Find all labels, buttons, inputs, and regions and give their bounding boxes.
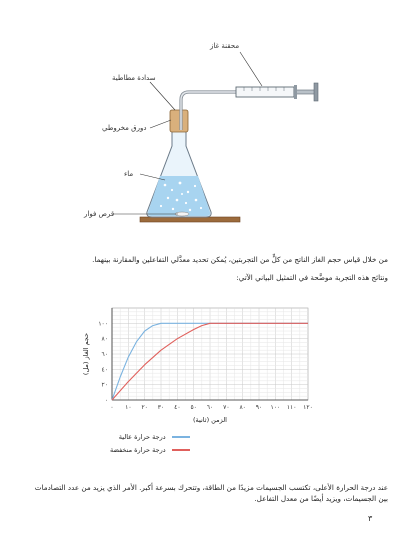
page-number: ٣ <box>368 514 373 523</box>
x-tick-label: ٦٠ <box>206 404 214 411</box>
legend-label-high: درجة حرارة عالية <box>118 433 166 441</box>
y-axis-title: حجم الغاز (مل) <box>82 332 90 376</box>
chart-legend <box>110 433 190 454</box>
bench <box>140 217 240 222</box>
x-tick-label: ١٢٠ <box>303 404 313 411</box>
y-tick-label: ٠ <box>104 397 108 404</box>
conical-flask-label: دورق مخروطي <box>102 124 147 132</box>
x-tick-label: ١١٠ <box>286 404 297 411</box>
x-tick-label: ٢٠ <box>141 404 148 411</box>
delivery-tube <box>181 92 236 130</box>
y-tick-label: ٢٠ <box>101 381 108 389</box>
x-tick-label: ٥٠ <box>190 404 197 411</box>
apparatus-diagram <box>0 0 400 240</box>
x-tick-label: ٧٠ <box>223 404 230 411</box>
legend-swatch-high <box>172 436 190 438</box>
gas-syringe <box>236 87 294 97</box>
legend-label-low: درجة حرارة منخفضة <box>110 446 166 454</box>
x-tick-label: ٣٠ <box>157 404 165 411</box>
x-tick-label: ٠ <box>110 404 114 411</box>
x-tick-label: ٨٠ <box>239 404 246 411</box>
rubber-stopper <box>170 110 188 132</box>
y-tick-label: ٨٠ <box>101 335 108 343</box>
legend-item-low <box>110 446 190 454</box>
x-tick-label: ٤٠ <box>174 404 181 411</box>
rubber-stopper-label: سدادة مطاطية <box>112 74 156 82</box>
gas-syringe-label: محقنة غاز <box>210 42 240 50</box>
paragraph-intro: من خلال قياس حجم الغاز الناتج من كلٍّ من التجربتين، يُمكن تحديد معدَّلي التفاعلين والمقارنة بينهما. <box>92 255 388 264</box>
x-tick-label: ١٠ <box>125 404 132 411</box>
legend-item-high <box>110 433 190 441</box>
effervescent-tablet-label: قرص فوار <box>84 210 115 218</box>
water <box>148 176 210 216</box>
paragraph-conclusion: عند درجة الحرارة الأعلى، تكتسب الجسيمات مزيدًا من الطاقة، وتتحرك بسرعة أكبر. الأمر الذي يزيد من عدد التصادمات بين الجسيمات، ويزيد أيضًا من معدل التفاعل. <box>34 483 388 503</box>
y-tick-label: ١٠٠ <box>98 320 108 328</box>
paragraph-results: ونتائج هذه التجربة موضَّحة في التمثيل البياني الآتي: <box>236 273 388 282</box>
x-tick-label: ٩٠ <box>255 404 263 411</box>
y-tick-label: ٦٠ <box>101 351 108 358</box>
x-tick-label: ١٠٠ <box>270 404 281 411</box>
x-axis-title: الزمن (ثانية) <box>193 416 227 424</box>
y-tick-label: ٤٠ <box>101 366 108 374</box>
legend-swatch-low <box>172 449 190 451</box>
gas-volume-chart <box>70 300 320 430</box>
water-label: ماء <box>124 170 134 178</box>
